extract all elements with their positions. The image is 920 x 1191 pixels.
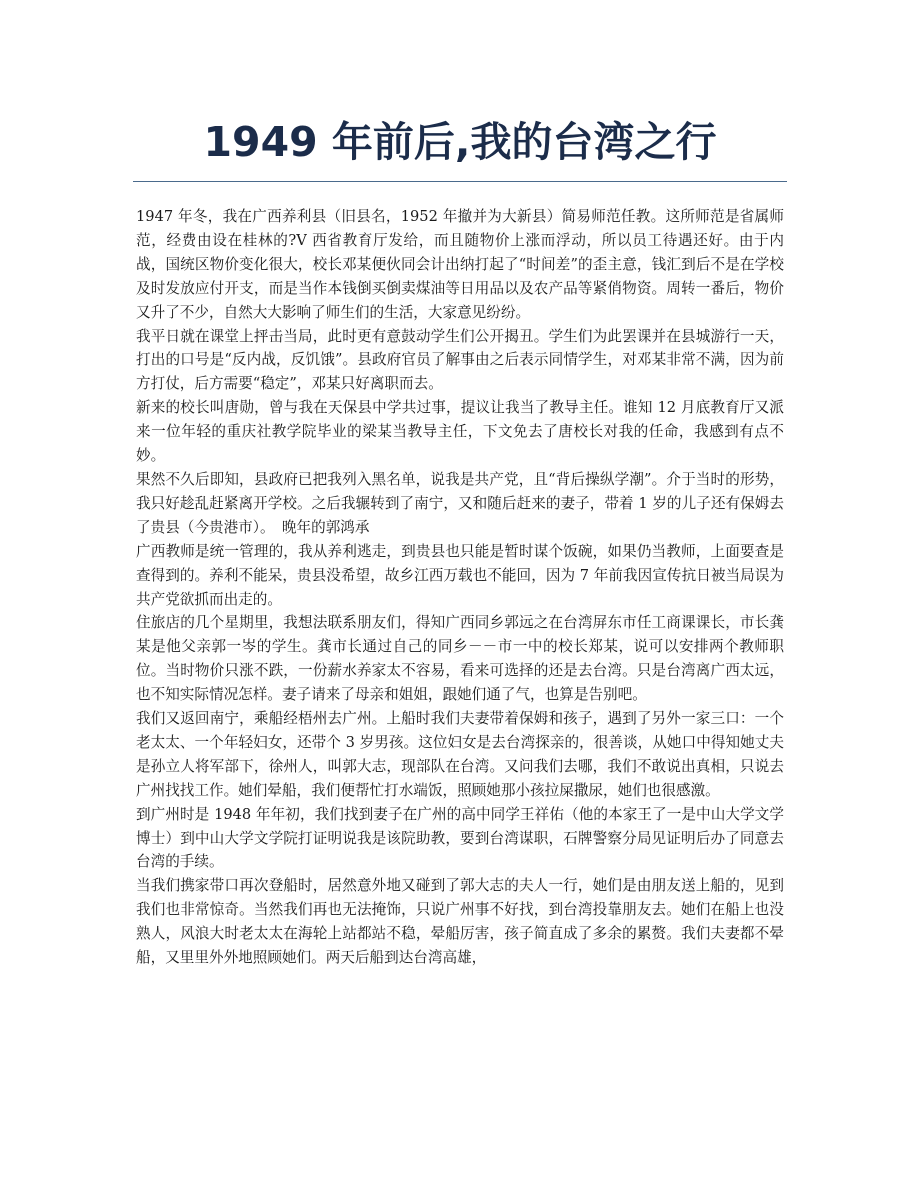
title-divider — [133, 181, 787, 182]
paragraph: 住旅店的几个星期里，我想法联系朋友们，得知广西同乡郭远之在台湾屏东市任工商课课长，市长龚某是他父亲郭一岑的学生。龚市长通过自己的同乡－－市一中的校长郑某，说可以安排两个教师职位。当时物价只涨不跌，一份薪水养家太不容易，看来可选择的还是去台湾。只是台湾离广西太远，也不知实际情况怎样。妻子请来了母亲和姐姐，跟她们通了气，也算是告别吧。 — [136, 614, 784, 704]
paragraph: 到广州时是 1948 年年初，我们找到妻子在广州的高中同学王祥佑（他的本家王了一是中山大学文学博士）到中山大学文学院打证明说我是该院助教，要到台湾谋职，石牌警察分局见证明后办了同意去台湾的手续。 — [136, 805, 784, 871]
paragraph: 1947 年冬，我在广西养利县（旧县名，1952 年撤并为大新县）简易师范任教。这所师范是省属师范，经费由设在桂林的?V 西省教育厅发给，而且随物价上涨而浮动，所以员工待遇还好。由于内战，国统区物价变化很大，校长邓某便伙同会计出纳打起了“时间差”的歪主意，钱汇到后不是在学校及时发放应付开支，而是当作本钱倒买倒卖煤油等日用品以及农产品等紧俏物资。周转一番后，物价又升了不少，自然大大影响了师生们的生活，大家意见纷纷。 — [136, 208, 784, 321]
document-body — [136, 205, 784, 970]
paragraph: 当我们携家带口再次登船时，居然意外地又碰到了郭大志的夫人一行，她们是由朋友送上船的，见到我们也非常惊奇。当然我们再也无法掩饰，只说广州事不好找，到台湾投靠朋友去。她们在船上也没熟人，风浪大时老太太在海轮上站都站不稳，晕船厉害，孩子简直成了多余的累赘。我们夫妻都不晕船，又里里外外地照顾她们。两天后船到达台湾高雄， — [136, 877, 784, 967]
paragraph: 新来的校长叫唐勋，曾与我在天保县中学共过事，提议让我当了教导主任。谁知 12 月底教育厅又派来一位年轻的重庆社教学院毕业的梁某当教导主任，下文免去了唐校长对我的任命，我感到有点不妙。 — [136, 399, 784, 465]
paragraph: 我平日就在课堂上抨击当局，此时更有意鼓动学生们公开揭丑。学生们为此罢课并在县城游行一天，打出的口号是“反内战，反饥饿”。县政府官员了解事由之后表示同情学生，对邓某非常不满，因为前方打仗，后方需要“稳定”，邓某只好离职而去。 — [136, 327, 784, 393]
paragraph: 我们又返回南宁，乘船经梧州去广州。上船时我们夫妻带着保姆和孩子，遇到了另外一家三口：一个老太太、一个年轻妇女，还带个 3 岁男孩。这位妇女是去台湾探亲的，很善谈，从她口中得知她丈夫是孙立人将军部下，徐州人，叫郭大志，现部队在台湾。又问我们去哪，我们不敢说出真相，只说去广州找找工作。她们晕船，我们便帮忙打水端饭，照顾她那小孩拉屎撒尿，她们也很感激。 — [136, 710, 784, 799]
document-title: 1949 年前后,我的台湾之行 — [203, 118, 717, 166]
paragraph: 广西教师是统一管理的，我从养利逃走，到贵县也只能是暂时谋个饭碗，如果仍当教师，上面要查是查得到的。养利不能呆，贵县没希望，故乡江西万载也不能回，因为 7 年前我因宣传抗日被当局误为共产党欲抓而出走的。 — [136, 542, 784, 608]
paragraph: 果然不久后即知，县政府已把我列入黑名单，说我是共产党，且“背后操纵学潮”。介于当时的形势，我只好趁乱赶紧离开学校。之后我辗转到了南宁，又和随后赶来的妻子，带着 1 岁的儿子还有保姆去了贵县（今贵港市）。 晚年的郭鸿承 — [136, 470, 784, 536]
